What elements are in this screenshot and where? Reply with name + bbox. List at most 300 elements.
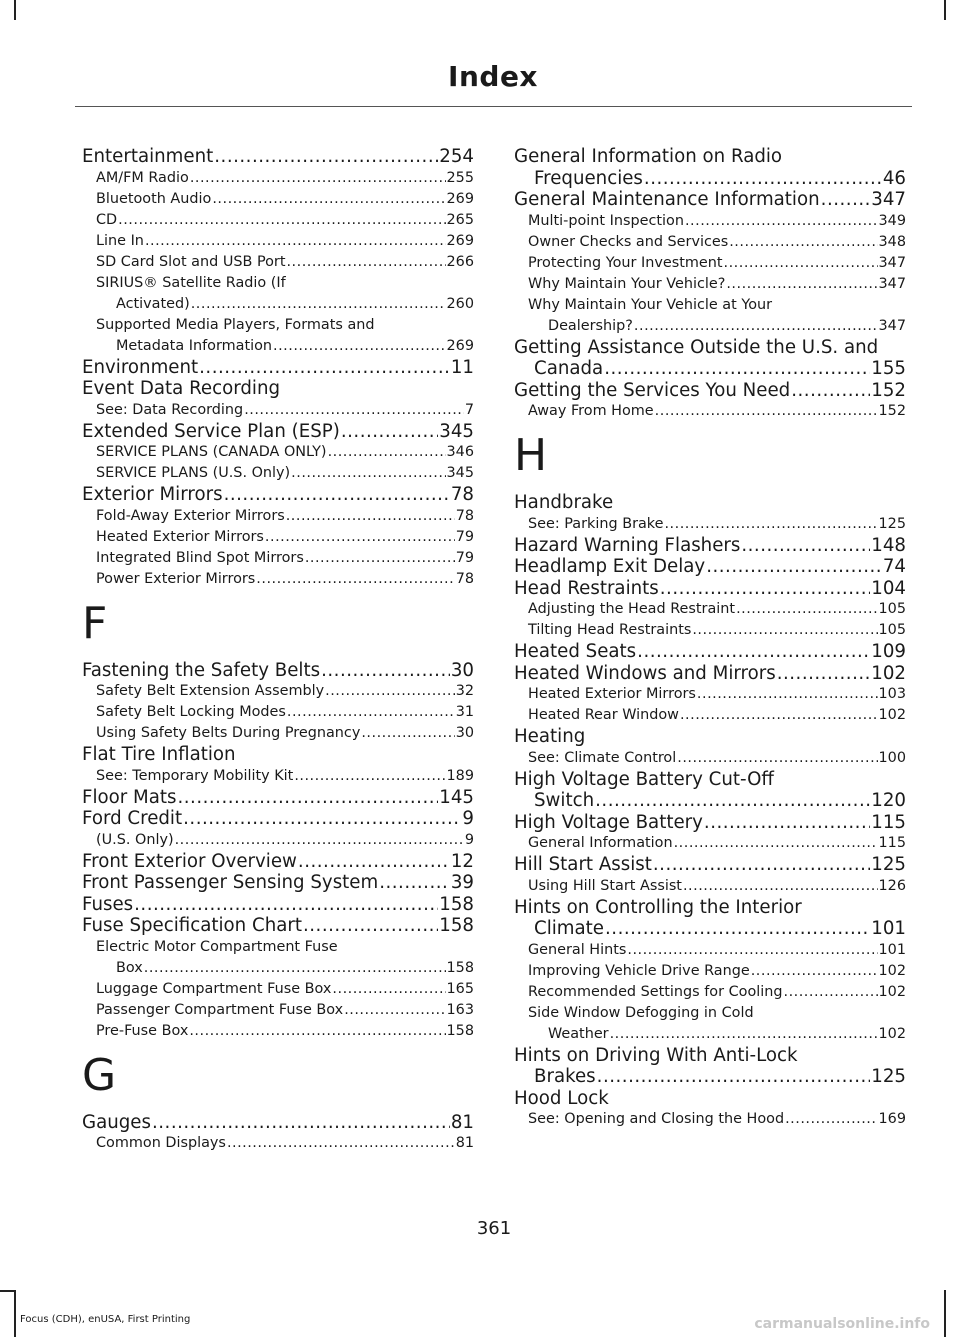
index-entry bbox=[514, 380, 906, 402]
entry-label: Hazard Warning Flashers bbox=[514, 534, 741, 556]
entry-page-number[interactable]: 11 bbox=[450, 356, 474, 378]
entry-page-number[interactable]: 152 bbox=[871, 379, 906, 401]
dot-leader bbox=[227, 1133, 455, 1154]
dot-leader bbox=[214, 146, 438, 168]
entry-label: Pre-Fuse Box bbox=[96, 1022, 189, 1039]
index-subentry bbox=[82, 231, 474, 252]
entry-page-number[interactable]: 81 bbox=[450, 1111, 474, 1133]
entry-label: CD bbox=[96, 211, 118, 228]
dot-leader bbox=[741, 535, 870, 557]
entry-page-number[interactable]: 32 bbox=[455, 683, 474, 699]
dot-leader bbox=[821, 189, 871, 211]
index-entry bbox=[514, 535, 906, 557]
entry-page-number[interactable]: 30 bbox=[450, 659, 474, 681]
title-divider bbox=[75, 106, 912, 107]
dot-leader bbox=[724, 253, 878, 274]
entry-page-number[interactable]: 265 bbox=[446, 211, 474, 228]
crop-mark-bottom-right-v bbox=[944, 1290, 946, 1337]
entry-label: Supported Media Players, Formats and bbox=[96, 316, 375, 333]
entry-page-number[interactable]: 31 bbox=[455, 704, 474, 720]
entry-label: Protecting Your Investment bbox=[528, 254, 723, 271]
index-entry bbox=[514, 769, 906, 791]
entry-label: Fastening the Safety Belts bbox=[82, 659, 321, 681]
entry-page-number[interactable]: 78 bbox=[455, 507, 474, 524]
entry-label: Side Window Defogging in Cold bbox=[528, 1004, 754, 1021]
entry-page-number[interactable]: 345 bbox=[446, 465, 474, 481]
entry-page-number[interactable]: 78 bbox=[455, 570, 474, 587]
entry-page-number[interactable]: 269 bbox=[446, 190, 474, 207]
entry-label: Flat Tire Inflation bbox=[82, 744, 236, 765]
dot-leader bbox=[683, 876, 878, 897]
entry-page-number[interactable]: 101 bbox=[878, 941, 906, 958]
entry-label: See: Climate Control bbox=[528, 749, 677, 766]
entry-label: Power Exterior Mirrors bbox=[96, 570, 256, 587]
entry-page-number[interactable]: 105 bbox=[878, 622, 906, 638]
index-entry bbox=[514, 578, 906, 600]
entry-page-number[interactable]: 79 bbox=[455, 528, 474, 545]
entry-label: Fold-Away Exterior Mirrors bbox=[96, 507, 285, 524]
entry-label: Why Maintain Your Vehicle at Your bbox=[528, 296, 773, 313]
dot-leader bbox=[303, 915, 438, 937]
entry-label: Hints on Driving With Anti-Lock bbox=[514, 1044, 798, 1066]
entry-label: AM/FM Radio bbox=[96, 169, 189, 186]
dot-leader bbox=[680, 705, 878, 726]
index-subentry bbox=[82, 400, 474, 421]
entry-label: SIRIUS® Satellite Radio (If bbox=[96, 274, 286, 291]
entry-page-number[interactable]: 79 bbox=[455, 549, 474, 566]
entry-page-number[interactable]: 158 bbox=[439, 915, 474, 936]
entry-label: General Information on Radio bbox=[514, 146, 783, 167]
index-subentry bbox=[82, 442, 474, 463]
index-subentry bbox=[82, 273, 474, 294]
entry-label: Floor Mats bbox=[82, 786, 177, 808]
entry-page-number[interactable]: 155 bbox=[871, 358, 906, 379]
entry-page-number[interactable]: 115 bbox=[878, 835, 906, 851]
dot-leader bbox=[199, 357, 450, 379]
dot-leader bbox=[273, 336, 446, 357]
index-subentry bbox=[514, 1003, 906, 1024]
dot-leader bbox=[265, 527, 455, 548]
dot-leader bbox=[244, 400, 464, 421]
index-subentry bbox=[514, 833, 906, 854]
entry-page-number[interactable]: 255 bbox=[446, 169, 474, 186]
dot-leader bbox=[298, 851, 450, 873]
dot-leader bbox=[305, 548, 455, 569]
entry-label: Activated) bbox=[116, 295, 190, 312]
index-subentry bbox=[82, 1021, 474, 1042]
entry-label: Hood Lock bbox=[514, 1087, 609, 1109]
entry-page-number[interactable]: 101 bbox=[871, 918, 906, 939]
index-subentry bbox=[82, 168, 474, 189]
entry-label: Headlamp Exit Delay bbox=[514, 556, 706, 577]
dot-leader bbox=[595, 790, 870, 812]
entry-page-number[interactable]: 266 bbox=[446, 253, 474, 270]
index-entry bbox=[514, 812, 906, 834]
dot-leader bbox=[706, 556, 882, 578]
entry-label: See: Parking Brake bbox=[528, 515, 664, 532]
index-subentry bbox=[82, 937, 474, 958]
entry-label: Integrated Blind Spot Mirrors bbox=[96, 549, 304, 566]
entry-label: General Maintenance Information bbox=[514, 189, 820, 210]
index-entry bbox=[514, 358, 906, 380]
index-entry bbox=[82, 421, 474, 443]
index-subentry bbox=[514, 748, 906, 769]
entry-label: Weather bbox=[548, 1025, 609, 1042]
dot-leader bbox=[341, 421, 438, 443]
index-subentry bbox=[514, 620, 906, 641]
entry-page-number[interactable]: 115 bbox=[871, 811, 906, 833]
entry-label: High Voltage Battery Cut-Off bbox=[514, 768, 774, 790]
entry-page-number[interactable]: 165 bbox=[446, 980, 474, 997]
dot-leader bbox=[785, 1109, 877, 1130]
entry-label: SERVICE PLANS (U.S. Only) bbox=[96, 465, 291, 481]
entry-page-number[interactable]: 30 bbox=[455, 725, 474, 741]
entry-label: Metadata Information bbox=[116, 337, 273, 354]
entry-page-number[interactable]: 9 bbox=[462, 808, 474, 829]
entry-page-number[interactable]: 145 bbox=[439, 786, 474, 808]
entry-label: Heated Rear Window bbox=[528, 707, 679, 723]
index-entry bbox=[514, 556, 906, 578]
index-column-right bbox=[514, 146, 906, 1130]
dot-leader bbox=[256, 569, 454, 590]
index-subentry bbox=[514, 1024, 906, 1045]
index-entry bbox=[82, 808, 474, 830]
entry-label: Frequencies bbox=[534, 167, 643, 189]
index-entry bbox=[514, 726, 906, 748]
entry-label: Front Exterior Overview bbox=[82, 850, 297, 872]
entry-page-number[interactable]: 169 bbox=[878, 1111, 906, 1127]
dot-leader bbox=[328, 442, 446, 463]
entry-page-number[interactable]: 105 bbox=[878, 601, 906, 617]
index-subentry bbox=[82, 1000, 474, 1021]
crop-mark-top-right-v bbox=[944, 0, 946, 20]
index-entry bbox=[514, 146, 906, 168]
entry-label: Electric Motor Compartment Fuse bbox=[96, 938, 338, 955]
index-subentry bbox=[514, 982, 906, 1003]
entry-page-number[interactable]: 100 bbox=[878, 749, 906, 766]
index-subentry bbox=[82, 506, 474, 527]
entry-page-number[interactable]: 109 bbox=[871, 641, 906, 662]
dot-leader bbox=[183, 808, 461, 830]
index-entry bbox=[82, 146, 474, 168]
dot-leader bbox=[291, 463, 445, 484]
dot-leader bbox=[224, 484, 450, 506]
entry-label: Ford Credit bbox=[82, 808, 183, 829]
dot-leader bbox=[653, 854, 870, 876]
dot-leader bbox=[610, 1024, 878, 1045]
entry-label: See: Opening and Closing the Hood bbox=[528, 1111, 785, 1127]
entry-label: See: Temporary Mobility Kit bbox=[96, 767, 294, 784]
index-entry bbox=[514, 918, 906, 940]
dot-leader bbox=[627, 940, 877, 961]
dot-leader bbox=[325, 681, 455, 702]
dot-leader bbox=[674, 833, 878, 854]
entry-page-number[interactable]: 125 bbox=[871, 854, 906, 875]
entry-label: Switch bbox=[534, 790, 595, 811]
crop-mark-bottom-left-h bbox=[0, 1290, 15, 1292]
index-subentry bbox=[82, 702, 474, 723]
entry-label: Heated Seats bbox=[514, 641, 637, 662]
index-subentry bbox=[514, 253, 906, 274]
index-subentry bbox=[82, 189, 474, 210]
entry-page-number[interactable]: 260 bbox=[446, 295, 474, 312]
entry-label: Environment bbox=[82, 356, 199, 378]
entry-label: Heated Exterior Mirrors bbox=[528, 686, 696, 702]
index-entry bbox=[514, 492, 906, 514]
dot-leader bbox=[726, 274, 877, 295]
index-subentry bbox=[514, 876, 906, 897]
dot-leader bbox=[118, 210, 445, 231]
index-entry bbox=[82, 915, 474, 937]
entry-page-number[interactable]: 347 bbox=[878, 317, 906, 334]
index-subentry bbox=[82, 548, 474, 569]
index-subentry bbox=[82, 252, 474, 273]
entry-label: Fuse Specification Chart bbox=[82, 915, 302, 936]
dot-leader bbox=[697, 684, 878, 705]
index-subentry bbox=[82, 294, 474, 315]
entry-page-number[interactable]: 269 bbox=[446, 337, 474, 354]
entry-label: Gauges bbox=[82, 1111, 151, 1133]
entry-label: Canada bbox=[534, 358, 604, 379]
index-subentry bbox=[514, 514, 906, 535]
index-entry bbox=[82, 378, 474, 400]
entry-page-number[interactable]: 158 bbox=[446, 1022, 474, 1039]
entry-page-number[interactable]: 148 bbox=[871, 534, 906, 556]
entry-label: Dealership? bbox=[548, 317, 633, 334]
index-subentry bbox=[82, 210, 474, 231]
dot-leader bbox=[644, 168, 882, 190]
dot-leader bbox=[177, 787, 438, 809]
entry-label: Tilting Head Restraints bbox=[528, 622, 692, 638]
index-subentry bbox=[514, 401, 906, 422]
entry-page-number[interactable]: 104 bbox=[871, 577, 906, 599]
index-subentry bbox=[82, 723, 474, 744]
entry-label: Away From Home bbox=[528, 403, 654, 419]
index-entry bbox=[514, 1066, 906, 1088]
index-entry bbox=[514, 790, 906, 812]
entry-label: Climate bbox=[534, 918, 604, 939]
dot-leader bbox=[692, 620, 877, 641]
entry-label: Heated Exterior Mirrors bbox=[96, 528, 264, 545]
dot-leader bbox=[134, 894, 438, 916]
dot-leader bbox=[175, 830, 464, 851]
entry-page-number[interactable]: 9 bbox=[464, 831, 474, 848]
entry-label: Adjusting the Head Restraint bbox=[528, 601, 736, 617]
index-subentry bbox=[514, 274, 906, 295]
index-subentry bbox=[514, 599, 906, 620]
entry-label: Getting Assistance Outside the U.S. and bbox=[514, 336, 879, 358]
index-subentry bbox=[82, 958, 474, 979]
index-column-left bbox=[82, 146, 474, 1154]
index-subentry bbox=[514, 1109, 906, 1130]
entry-page-number[interactable]: 254 bbox=[439, 146, 474, 167]
entry-page-number[interactable]: 102 bbox=[878, 962, 906, 979]
entry-page-number[interactable]: 269 bbox=[446, 232, 474, 249]
entry-label: Safety Belt Extension Assembly bbox=[96, 683, 325, 699]
entry-page-number[interactable]: 349 bbox=[878, 212, 906, 229]
entry-label: Common Displays bbox=[96, 1135, 226, 1151]
entry-page-number[interactable]: 347 bbox=[878, 275, 906, 292]
entry-page-number[interactable]: 7 bbox=[464, 401, 474, 418]
dot-leader bbox=[286, 252, 445, 273]
dot-leader bbox=[152, 1112, 450, 1134]
index-entry bbox=[82, 851, 474, 873]
dot-leader bbox=[321, 660, 450, 682]
dot-leader bbox=[736, 599, 877, 620]
entry-label: Heated Windows and Mirrors bbox=[514, 662, 776, 684]
section-letter: F bbox=[82, 597, 108, 649]
entry-page-number[interactable]: 81 bbox=[455, 1135, 474, 1151]
entry-label: Entertainment bbox=[82, 146, 214, 167]
entry-label: Line In bbox=[96, 232, 144, 249]
entry-page-number[interactable]: 120 bbox=[871, 790, 906, 811]
index-entry bbox=[514, 337, 906, 359]
dot-leader bbox=[637, 641, 870, 663]
entry-label: Extended Service Plan (ESP) bbox=[82, 420, 340, 442]
entry-label: Using Hill Start Assist bbox=[528, 877, 682, 894]
entry-page-number[interactable]: 46 bbox=[882, 167, 906, 189]
dot-leader bbox=[664, 514, 877, 535]
entry-page-number[interactable]: 347 bbox=[871, 189, 906, 210]
entry-label: Using Safety Belts During Pregnancy bbox=[96, 725, 361, 741]
dot-leader bbox=[704, 812, 870, 834]
section-letter: G bbox=[82, 1049, 117, 1101]
entry-page-number[interactable]: 78 bbox=[450, 484, 474, 505]
entry-label: Head Restraints bbox=[514, 577, 659, 599]
entry-page-number[interactable]: 348 bbox=[878, 233, 906, 250]
dot-leader bbox=[379, 872, 450, 894]
entry-label: Fuses bbox=[82, 893, 134, 915]
index-entry bbox=[514, 897, 906, 919]
index-entry bbox=[82, 1112, 474, 1134]
index-entry bbox=[82, 894, 474, 916]
entry-page-number[interactable]: 102 bbox=[871, 662, 906, 684]
entry-page-number[interactable]: 346 bbox=[446, 444, 474, 460]
index-entry bbox=[514, 854, 906, 876]
entry-page-number[interactable]: 189 bbox=[446, 767, 474, 784]
dot-leader bbox=[190, 168, 446, 189]
entry-page-number[interactable]: 345 bbox=[439, 420, 474, 442]
dot-leader bbox=[784, 982, 878, 1003]
entry-label: Improving Vehicle Drive Range bbox=[528, 962, 750, 979]
index-entry bbox=[82, 872, 474, 894]
index-subentry bbox=[82, 315, 474, 336]
entry-label: Multi-point Inspection bbox=[528, 212, 684, 229]
entry-label: Luggage Compartment Fuse Box bbox=[96, 980, 332, 997]
index-entry bbox=[514, 168, 906, 190]
dot-leader bbox=[604, 358, 870, 380]
entry-page-number[interactable]: 158 bbox=[439, 893, 474, 915]
index-subentry bbox=[82, 527, 474, 548]
page-title: Index bbox=[448, 60, 538, 93]
dot-leader bbox=[605, 918, 870, 940]
entry-label: Event Data Recording bbox=[82, 378, 281, 399]
index-subentry bbox=[514, 316, 906, 337]
entry-label: Hill Start Assist bbox=[514, 854, 652, 875]
entry-page-number[interactable]: 152 bbox=[878, 403, 906, 419]
entry-page-number[interactable]: 74 bbox=[882, 556, 906, 577]
index-entry bbox=[82, 357, 474, 379]
entry-page-number[interactable]: 102 bbox=[878, 707, 906, 723]
dot-leader bbox=[777, 663, 871, 685]
section-letter: H bbox=[514, 430, 548, 481]
index-subentry bbox=[82, 766, 474, 787]
entry-label: Handbrake bbox=[514, 492, 614, 513]
index-subentry bbox=[514, 940, 906, 961]
dot-leader bbox=[332, 979, 445, 1000]
entry-page-number[interactable]: 126 bbox=[878, 877, 906, 894]
index-entry bbox=[82, 787, 474, 809]
dot-leader bbox=[361, 723, 454, 744]
entry-label: Brakes bbox=[534, 1066, 596, 1087]
entry-label: Hints on Controlling the Interior bbox=[514, 896, 802, 918]
index-subentry bbox=[514, 961, 906, 982]
index-subentry bbox=[514, 295, 906, 316]
entry-page-number[interactable]: 125 bbox=[878, 515, 906, 532]
index-subentry bbox=[514, 232, 906, 253]
entry-label: High Voltage Battery bbox=[514, 811, 703, 833]
entry-label: Passenger Compartment Fuse Box bbox=[96, 1001, 344, 1018]
entry-label: Box bbox=[116, 959, 143, 976]
crop-mark-top-left-v bbox=[14, 0, 16, 20]
entry-label: General Information bbox=[528, 835, 673, 851]
entry-label: Bluetooth Audio bbox=[96, 190, 212, 207]
index-subentry bbox=[82, 830, 474, 851]
index-entry bbox=[514, 641, 906, 663]
index-subentry bbox=[514, 705, 906, 726]
dot-leader bbox=[660, 578, 871, 600]
dot-leader bbox=[212, 189, 445, 210]
index-subentry bbox=[82, 1133, 474, 1154]
entry-label: General Hints bbox=[528, 941, 627, 958]
entry-label: SD Card Slot and USB Port bbox=[96, 253, 286, 270]
index-entry bbox=[514, 189, 906, 211]
dot-leader bbox=[294, 766, 445, 787]
entry-page-number[interactable]: 12 bbox=[450, 850, 474, 872]
entry-label: Exterior Mirrors bbox=[82, 484, 223, 505]
entry-page-number[interactable]: 347 bbox=[878, 254, 906, 271]
entry-page-number[interactable]: 39 bbox=[450, 872, 474, 893]
dot-leader bbox=[286, 506, 455, 527]
index-subentry bbox=[82, 979, 474, 1000]
entry-label: Why Maintain Your Vehicle? bbox=[528, 275, 726, 292]
entry-page-number[interactable]: 102 bbox=[878, 1025, 906, 1042]
dot-leader bbox=[191, 294, 446, 315]
watermark-logo: carmanualsonline.info bbox=[754, 1316, 930, 1332]
index-subentry bbox=[82, 681, 474, 702]
page-number: 361 bbox=[476, 1218, 512, 1239]
entry-page-number[interactable]: 163 bbox=[446, 1001, 474, 1018]
entry-page-number[interactable]: 103 bbox=[878, 686, 906, 702]
entry-page-number[interactable]: 102 bbox=[878, 983, 906, 1000]
dot-leader bbox=[287, 702, 455, 723]
index-entry bbox=[514, 1045, 906, 1067]
index-subentry bbox=[82, 569, 474, 590]
entry-label: (U.S. Only) bbox=[96, 831, 174, 848]
entry-page-number[interactable]: 158 bbox=[446, 959, 474, 976]
dot-leader bbox=[344, 1000, 445, 1021]
dot-leader bbox=[634, 316, 878, 337]
entry-label: See: Data Recording bbox=[96, 401, 244, 418]
index-subentry bbox=[514, 684, 906, 705]
entry-label: Safety Belt Locking Modes bbox=[96, 704, 286, 720]
entry-page-number[interactable]: 125 bbox=[871, 1066, 906, 1087]
dot-leader bbox=[791, 380, 870, 402]
dot-leader bbox=[751, 961, 878, 982]
dot-leader bbox=[677, 748, 877, 769]
index-subentry bbox=[82, 463, 474, 484]
index-subentry bbox=[514, 211, 906, 232]
